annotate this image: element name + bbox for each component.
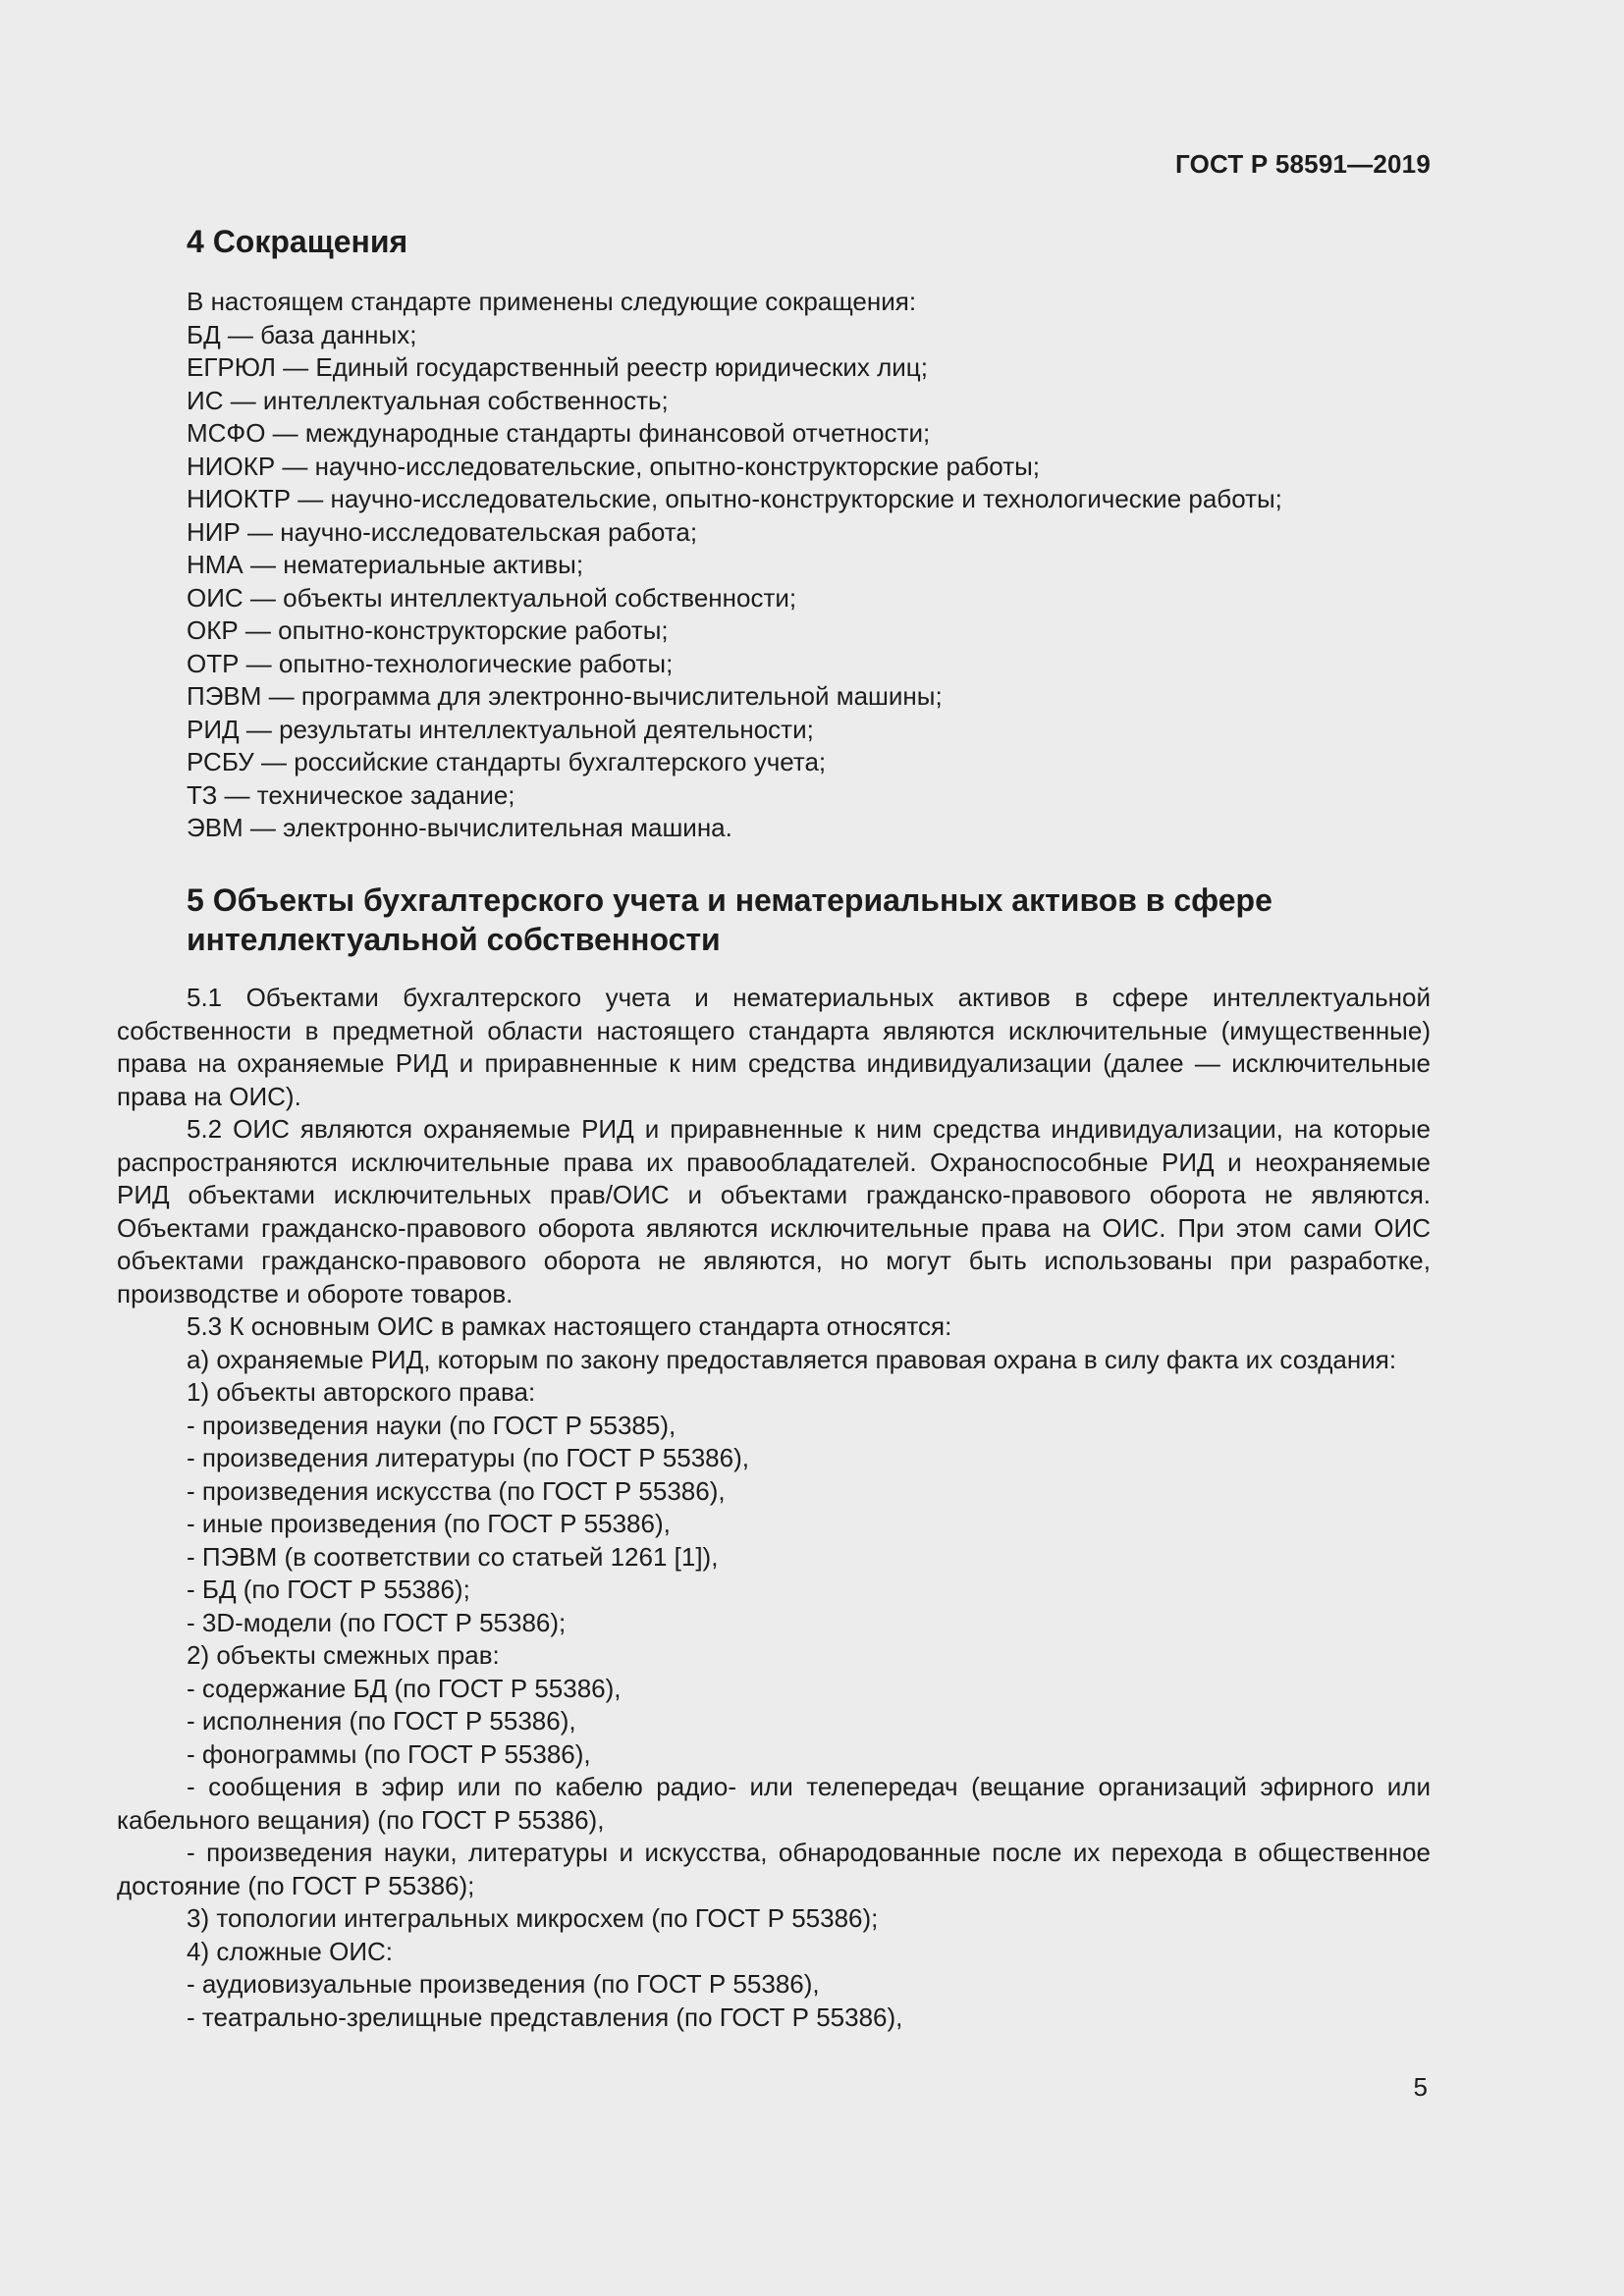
list-item: - произведения науки, литературы и искусства, обнародованные после их перехода в общественное достояние (по ГОСТ Р 55386);: [117, 1838, 1431, 1900]
list-item: - исполнения (по ГОСТ Р 55386),: [187, 1706, 576, 1735]
list-item: - иные произведения (по ГОСТ Р 55386),: [187, 1509, 671, 1538]
list-item: - театрально-зрелищные представления (по ГОСТ Р 55386),: [187, 2002, 903, 2032]
group-1-title: 1) объекты авторского права:: [187, 1377, 536, 1407]
paragraph-5-3: 5.3 К основным ОИС в рамках настоящего стандарта относятся:: [187, 1311, 952, 1341]
abbreviation-item: ЕГРЮЛ — Единый государственный реестр юридических лиц;: [187, 352, 928, 382]
list-item: - ПЭВМ (в соответствии со статьей 1261 [1]),: [187, 1541, 719, 1572]
abbreviation-item: НИОКР — научно-исследовательские, опытно-конструкторские работы;: [187, 451, 1041, 481]
section-4-heading: 4 Сокращения: [187, 224, 408, 259]
abbreviation-item: ТЗ — техническое задание;: [187, 779, 515, 810]
list-item: - сообщения в эфир или по кабелю радио- или телепередач (вещание организаций эфирного или кабельного вещания) (по ГОСТ Р 55386),: [117, 1772, 1431, 1835]
group-2-title: 2) объекты смежных прав:: [187, 1640, 500, 1670]
list-item: - фонограммы (по ГОСТ Р 55386),: [187, 1738, 591, 1769]
abbreviation-item: ЭВМ — электронно-вычислительная машина.: [187, 813, 732, 842]
list-item: - содержание БД (по ГОСТ Р 55386),: [187, 1673, 622, 1703]
list-item: - 3D-модели (по ГОСТ Р 55386);: [187, 1607, 567, 1637]
section-5-body: [117, 982, 1431, 2034]
document-code: ГОСТ Р 58591—2019: [1175, 149, 1431, 179]
paragraph-5-2: 5.2 ОИС являются охраняемые РИД и приравненные к ним средства индивидуализации, на которые распространяются исключительные права их правообладателей. Охраноспособные РИД и неохраняемые РИД объектами исключительных прав/ОИС и объектами гражданско-правового оборота не являются. Объектами гражданско-правового оборота являются исключительные права на ОИС. При этом сами ОИС объектами гражданско-правового оборота не являются, но могут быть использованы при разработке, производстве и обороте товаров.: [117, 1114, 1431, 1308]
group-3-title: 3) топологии интегральных микросхем (по ГОСТ Р 55386);: [187, 1903, 879, 1933]
list-item-a: а) охраняемые РИД, которым по закону предоставляется правовая охрана в силу факта их создания:: [187, 1344, 1397, 1374]
abbreviation-item: МСФО — международные стандарты финансовой отчетности;: [187, 418, 931, 448]
section-5-heading: 5 Объекты бухгалтерского учета и нематериальных активов в сфере интеллектуальной собственности: [187, 882, 1272, 957]
abbreviation-item: БД — база данных;: [187, 319, 417, 349]
abbreviation-item: ОКР — опытно-конструкторские работы;: [187, 615, 669, 645]
abbreviation-item: ОИС — объекты интеллектуальной собственности;: [187, 582, 797, 613]
abbreviation-item: ОТР — опытно-технологические работы;: [187, 648, 674, 678]
abbreviation-item: РСБУ — российские стандарты бухгалтерского учета;: [187, 747, 827, 776]
abbreviation-item: НМА — нематериальные активы;: [187, 550, 584, 579]
list-item: - произведения литературы (по ГОСТ Р 55386),: [187, 1443, 749, 1472]
abbreviations-intro: В настоящем стандарте применены следующие сокращения:: [187, 287, 917, 316]
group-4-title: 4) сложные ОИС:: [187, 1936, 394, 1966]
abbreviation-item: РИД — результаты интеллектуальной деятельности;: [187, 714, 814, 744]
abbreviation-item: НИР — научно-исследовательская работа;: [187, 516, 698, 547]
list-item: - аудиовизуальные произведения (по ГОСТ Р 55386),: [187, 1969, 820, 1999]
paragraph-5-1: 5.1 Объектами бухгалтерского учета и нематериальных активов в сфере интеллектуальной собственности в предметной области настоящего стандарта являются исключительные (имущественные) права на охраняемые РИД и приравненные к ним средства индивидуализации (далее — исключительные права на ОИС).: [117, 983, 1431, 1111]
list-item: - произведения искусства (по ГОСТ Р 55386),: [187, 1475, 726, 1506]
page-number: 5: [1413, 2072, 1428, 2102]
abbreviation-item: ПЭВМ — программа для электронно-вычислительной машины;: [187, 681, 943, 711]
abbreviation-item: ИС — интеллектуальная собственность;: [187, 385, 669, 415]
list-item: - произведения науки (по ГОСТ Р 55385),: [187, 1410, 677, 1440]
abbreviations-list: [187, 286, 1463, 845]
abbreviation-item: НИОКТР — научно-исследовательские, опытно-конструкторские и технологические работы;: [187, 484, 1282, 513]
list-item: - БД (по ГОСТ Р 55386);: [187, 1575, 470, 1604]
